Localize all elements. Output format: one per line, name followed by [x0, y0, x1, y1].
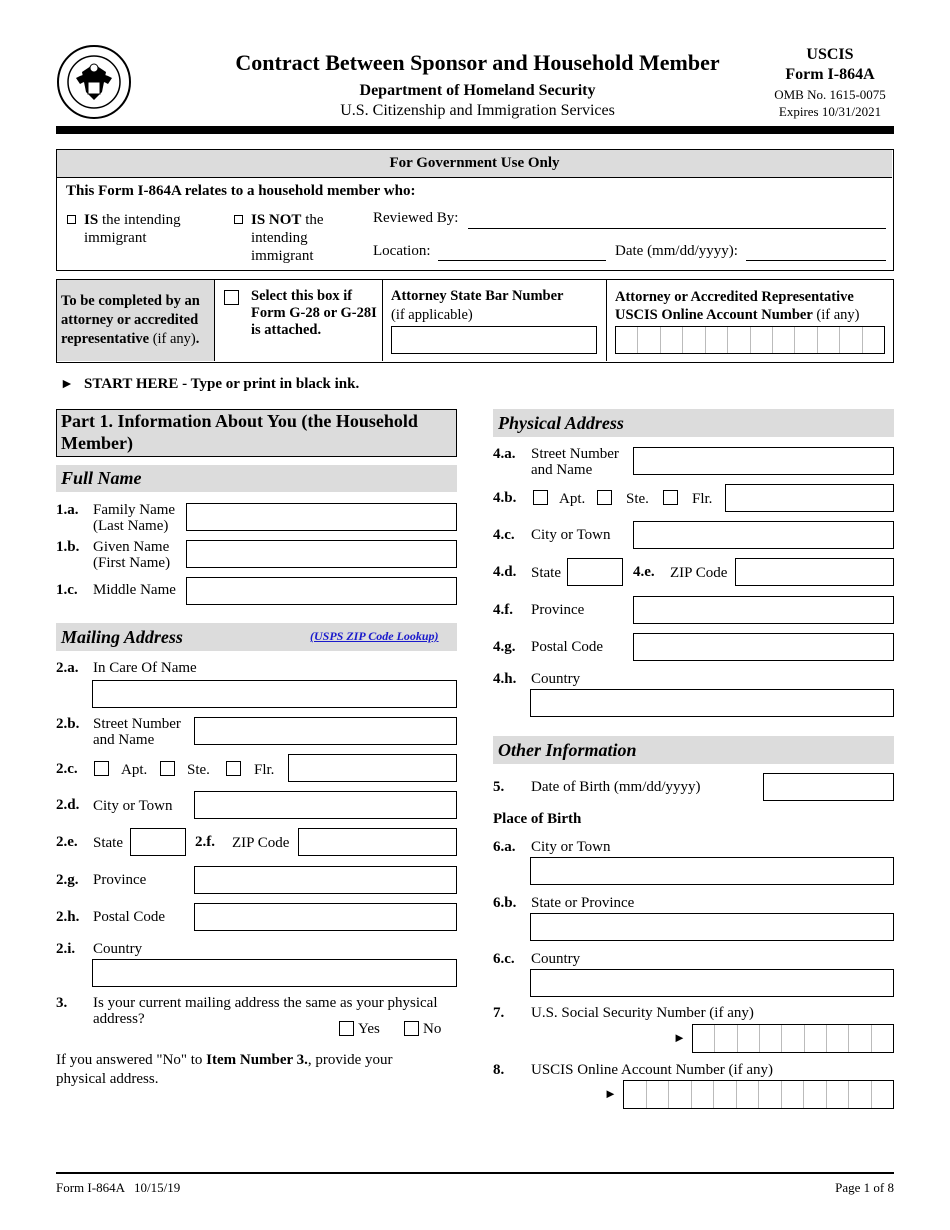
phys-flr-checkbox[interactable]: [663, 490, 678, 505]
pob-country-number: 6.c.: [493, 951, 515, 967]
mail-province-label: Province: [93, 872, 147, 888]
dob-number: 5.: [493, 779, 505, 795]
bar-number-label: Attorney State Bar Number: [391, 288, 564, 304]
phys-province-label: Province: [531, 602, 585, 618]
expiration-date: Expires 10/31/2021: [778, 104, 882, 119]
relates-label: This Form I-864A relates to a household member who:: [66, 183, 416, 199]
mail-flr-checkbox[interactable]: [226, 761, 241, 776]
bar-number-input[interactable]: [391, 326, 597, 354]
arrow-right-icon: ►: [60, 377, 74, 392]
online-account-input[interactable]: [623, 1080, 894, 1109]
q3-label: Is your current mailing address the same as your physical address?: [93, 995, 438, 1027]
phys-city-number: 4.c.: [493, 527, 515, 543]
phys-country-number: 4.h.: [493, 671, 517, 687]
reviewed-by-line[interactable]: [468, 228, 886, 229]
mail-country-label: Country: [93, 941, 143, 957]
agency-short: USCIS: [806, 46, 854, 63]
form-title: Contract Between Sponsor and Household Member: [235, 50, 720, 75]
part1-title: Part 1. Information About You (the Household Member): [56, 409, 457, 457]
g28-label: Select this box if Form G-28 or G-28I is attached.: [251, 288, 377, 338]
ssn-label: U.S. Social Security Number (if any): [531, 1005, 754, 1021]
phys-ste-label: Ste.: [626, 491, 649, 507]
pob-state-label: State or Province: [531, 895, 635, 911]
phys-apt-label: Apt.: [559, 491, 586, 507]
mail-zip-number: 2.f.: [195, 834, 215, 850]
care-of-label: In Care Of Name: [93, 660, 197, 676]
attorney-completed-cell: To be completed by an attorney or accredited representative (if any).: [57, 280, 215, 361]
phys-city-input[interactable]: [633, 521, 894, 549]
mail-ste-label: Ste.: [187, 762, 210, 778]
form-number: Form I-864A: [785, 66, 875, 83]
other-info-heading: Other Information: [493, 736, 894, 764]
location-line[interactable]: [438, 260, 606, 261]
phys-postal-number: 4.g.: [493, 639, 516, 655]
start-here-label: START HERE - Type or print in black ink.: [84, 376, 360, 392]
phys-state-number: 4.d.: [493, 564, 517, 580]
family-name-input[interactable]: [186, 503, 457, 531]
family-name-number: 1.a.: [56, 502, 79, 518]
mail-street-label: Street Number and Name: [93, 716, 181, 748]
mail-city-number: 2.d.: [56, 797, 80, 813]
mail-state-label: State: [93, 835, 123, 851]
attorney-online-label: Attorney or Accredited Representative USCIS Online Account Number (if any): [615, 289, 860, 323]
dob-input[interactable]: [763, 773, 894, 801]
bar-number-cell: [383, 280, 607, 361]
is-intending-checkbox[interactable]: [67, 215, 76, 224]
gov-use-box: [56, 149, 894, 271]
mail-country-input[interactable]: [92, 959, 457, 987]
pob-city-number: 6.a.: [493, 839, 516, 855]
is-intending-label: IS the intending immigrant: [84, 212, 181, 246]
phys-unit-input[interactable]: [725, 484, 894, 512]
phys-unit-number: 4.b.: [493, 490, 517, 506]
mailing-heading: Mailing Address: [56, 623, 457, 651]
given-name-number: 1.b.: [56, 539, 80, 555]
mail-city-label: City or Town: [93, 798, 173, 814]
phys-state-label: State: [531, 565, 561, 581]
phys-flr-label: Flr.: [692, 491, 713, 507]
online-account-number: 8.: [493, 1062, 505, 1078]
gov-use-title: For Government Use Only: [57, 150, 892, 178]
phys-zip-label: ZIP Code: [670, 565, 728, 581]
q3-number: 3.: [56, 995, 68, 1011]
attorney-online-input[interactable]: [615, 326, 885, 354]
mail-zip-label: ZIP Code: [232, 835, 290, 851]
middle-name-number: 1.c.: [56, 582, 78, 598]
phys-zip-number: 4.e.: [633, 564, 655, 580]
given-name-input[interactable]: [186, 540, 457, 568]
reviewed-by-label: Reviewed By:: [373, 210, 459, 226]
ssn-number: 7.: [493, 1005, 505, 1021]
mail-unit-number: 2.c.: [56, 761, 78, 777]
omb-number: OMB No. 1615-0075: [774, 87, 886, 102]
family-name-label: Family Name (Last Name): [93, 502, 176, 534]
footer-page-number: Page 1 of 8: [835, 1180, 894, 1195]
mail-ste-checkbox[interactable]: [160, 761, 175, 776]
phys-zip-input[interactable]: [735, 558, 894, 586]
mail-apt-checkbox[interactable]: [94, 761, 109, 776]
q3-no-label: No: [423, 1021, 442, 1037]
review-date-line[interactable]: [746, 260, 886, 261]
mail-state-number: 2.e.: [56, 834, 78, 850]
full-name-heading: Full Name: [56, 465, 457, 492]
phys-ste-checkbox[interactable]: [597, 490, 612, 505]
ssn-input[interactable]: [692, 1024, 894, 1053]
phys-city-label: City or Town: [531, 527, 611, 543]
bar-number-note: (if applicable): [391, 307, 473, 323]
phys-street-label: Street Number and Name: [531, 446, 619, 478]
dhs-seal: [56, 44, 132, 120]
pob-city-label: City or Town: [531, 839, 611, 855]
g28-checkbox[interactable]: [224, 290, 239, 305]
is-not-intending-checkbox[interactable]: [234, 215, 243, 224]
mail-zip-input[interactable]: [298, 828, 457, 856]
department-name: Department of Homeland Security: [359, 82, 596, 99]
q3-no-checkbox[interactable]: [404, 1021, 419, 1036]
middle-name-label: Middle Name: [93, 582, 176, 598]
arrow-right-icon: ►: [604, 1086, 617, 1101]
mail-country-number: 2.i.: [56, 941, 76, 957]
usps-zip-link[interactable]: (USPS ZIP Code Lookup): [310, 629, 439, 643]
pob-state-number: 6.b.: [493, 895, 517, 911]
pob-state-input[interactable]: [530, 913, 894, 941]
mail-flr-label: Flr.: [254, 762, 275, 778]
phys-country-input[interactable]: [530, 689, 894, 717]
phys-street-input[interactable]: [633, 447, 894, 475]
online-account-label: USCIS Online Account Number (if any): [531, 1062, 774, 1078]
q3-yes-label: Yes: [358, 1021, 380, 1037]
pob-country-input[interactable]: [530, 969, 894, 997]
mail-postal-number: 2.h.: [56, 909, 80, 925]
header-rule: [56, 126, 894, 134]
footer-form-edition: Form I-864A 10/15/19: [56, 1180, 181, 1195]
pob-city-input[interactable]: [530, 857, 894, 885]
phys-street-number: 4.a.: [493, 446, 516, 462]
care-of-number: 2.a.: [56, 660, 79, 676]
mail-apt-label: Apt.: [121, 762, 148, 778]
footer-rule: [56, 1172, 894, 1174]
mail-state-input[interactable]: [130, 828, 186, 856]
phys-state-input[interactable]: [567, 558, 623, 586]
physical-address-note: If you answered "No" to Item Number 3., provide your physical address.: [56, 1052, 393, 1087]
mail-street-number: 2.b.: [56, 716, 80, 732]
place-of-birth-heading: Place of Birth: [493, 811, 582, 827]
agency-name: U.S. Citizenship and Immigration Services: [340, 102, 615, 119]
physical-heading: Physical Address: [493, 409, 894, 437]
mail-street-input[interactable]: [194, 717, 457, 745]
phys-province-number: 4.f.: [493, 602, 513, 618]
dob-label: Date of Birth (mm/dd/yyyy): [531, 779, 701, 795]
pob-country-label: Country: [531, 951, 581, 967]
attorney-box: [56, 279, 894, 363]
mail-province-number: 2.g.: [56, 872, 79, 888]
location-label: Location:: [373, 243, 431, 259]
phys-postal-input[interactable]: [633, 633, 894, 661]
phys-country-label: Country: [531, 671, 581, 687]
mail-postal-input[interactable]: [194, 903, 457, 931]
g28-cell: [215, 280, 383, 361]
mail-city-input[interactable]: [194, 791, 457, 819]
q3-yes-checkbox[interactable]: [339, 1021, 354, 1036]
mail-postal-label: Postal Code: [93, 909, 166, 925]
is-not-intending-label: IS NOT the intending immigrant: [251, 212, 324, 264]
review-date-label: Date (mm/dd/yyyy):: [615, 243, 738, 259]
middle-name-input[interactable]: [186, 577, 457, 605]
mail-unit-input[interactable]: [288, 754, 457, 782]
mail-province-input[interactable]: [194, 866, 457, 894]
attorney-online-cell: [607, 280, 892, 361]
phys-province-input[interactable]: [633, 596, 894, 624]
given-name-label: Given Name (First Name): [93, 539, 171, 571]
phys-postal-label: Postal Code: [531, 639, 604, 655]
care-of-input[interactable]: [92, 680, 457, 708]
phys-apt-checkbox[interactable]: [533, 490, 548, 505]
arrow-right-icon: ►: [673, 1030, 686, 1045]
